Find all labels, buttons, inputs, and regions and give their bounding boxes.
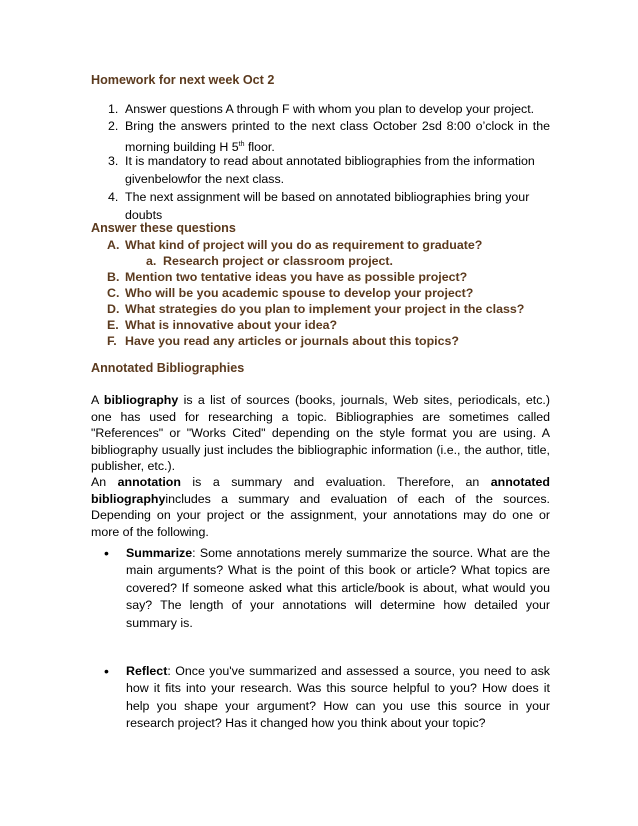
question-item: C. Who will be you academic spouse to develop your project?	[107, 286, 474, 300]
question-item: D. What strategies do you plan to implement your project in the class?	[107, 302, 525, 316]
homework-item	[108, 118, 550, 154]
question-subitem: a. Research project or classroom project.	[146, 254, 394, 268]
item-number: 2.	[108, 119, 119, 133]
homework-item	[108, 101, 535, 119]
question-item: F. Have you read any articles or journals about this topics?	[107, 334, 459, 348]
item-text: Bring the answers printed to the next class October 2sd 8:00 o’clock in the morning building H 5th floor.	[125, 119, 550, 154]
item-text: Answer questions A through F with whom you plan to develop your project.	[125, 102, 535, 116]
question-item: A. What kind of project will you do as requirement to graduate?	[107, 238, 483, 252]
question-item: B. Mention two tentative ideas you have as possible project?	[107, 270, 468, 284]
item-text: It is mandatory to read about annotated bibliographies from the information givenbelowfor the next class.	[125, 154, 535, 186]
homework-heading: Homework for next week Oct 2	[91, 73, 275, 87]
annotation-paragraph: An annotation is a summary and evaluation. Therefore, an annotated bibliographyincludes a summary and evaluation of each of the sources. Depending on your project or the assignment, your annotations may do one or more of the following.	[91, 475, 550, 539]
homework-item	[108, 153, 535, 186]
bullet-summarize: Summarize: Some annotations merely summarize the source. What are the main arguments? What is the point of this book or article? What topics are covered? If someone asked what this article/book is about, what would you say? The length of your annotations will determine how detailed your summary is.	[126, 546, 550, 630]
item-number: 3.	[108, 154, 119, 168]
question-item: E. What is innovative about your idea?	[107, 318, 338, 332]
bibliography-paragraph: A bibliography is a list of sources (books, journals, Web sites, periodicals, etc.) one has used for researching a topic. Bibliographies are sometimes called "References" or "Works Cited" depending on the style format you are using. A bibliography usually just includes the bibliographic information (i.e., the author, title, publisher, etc.).	[91, 393, 551, 474]
bullet-icon: •	[104, 663, 109, 679]
bullet-reflect: Reflect: Once you've summarized and assessed a source, you need to ask how it fits into your research. Was this source helpful to you? How does it help you shape your argument? How can you use this source in your research project? Has it changed how you think about your topic?	[126, 664, 550, 731]
item-number: 4.	[108, 190, 119, 204]
bullet-icon: •	[104, 545, 109, 561]
questions-heading: Answer these questions	[91, 221, 236, 235]
annotated-heading: Annotated Bibliographies	[91, 361, 245, 375]
item-text: The next assignment will be based on annotated bibliographies bring your doubts	[125, 190, 530, 222]
homework-item	[108, 189, 530, 222]
item-number: 1.	[108, 102, 119, 116]
